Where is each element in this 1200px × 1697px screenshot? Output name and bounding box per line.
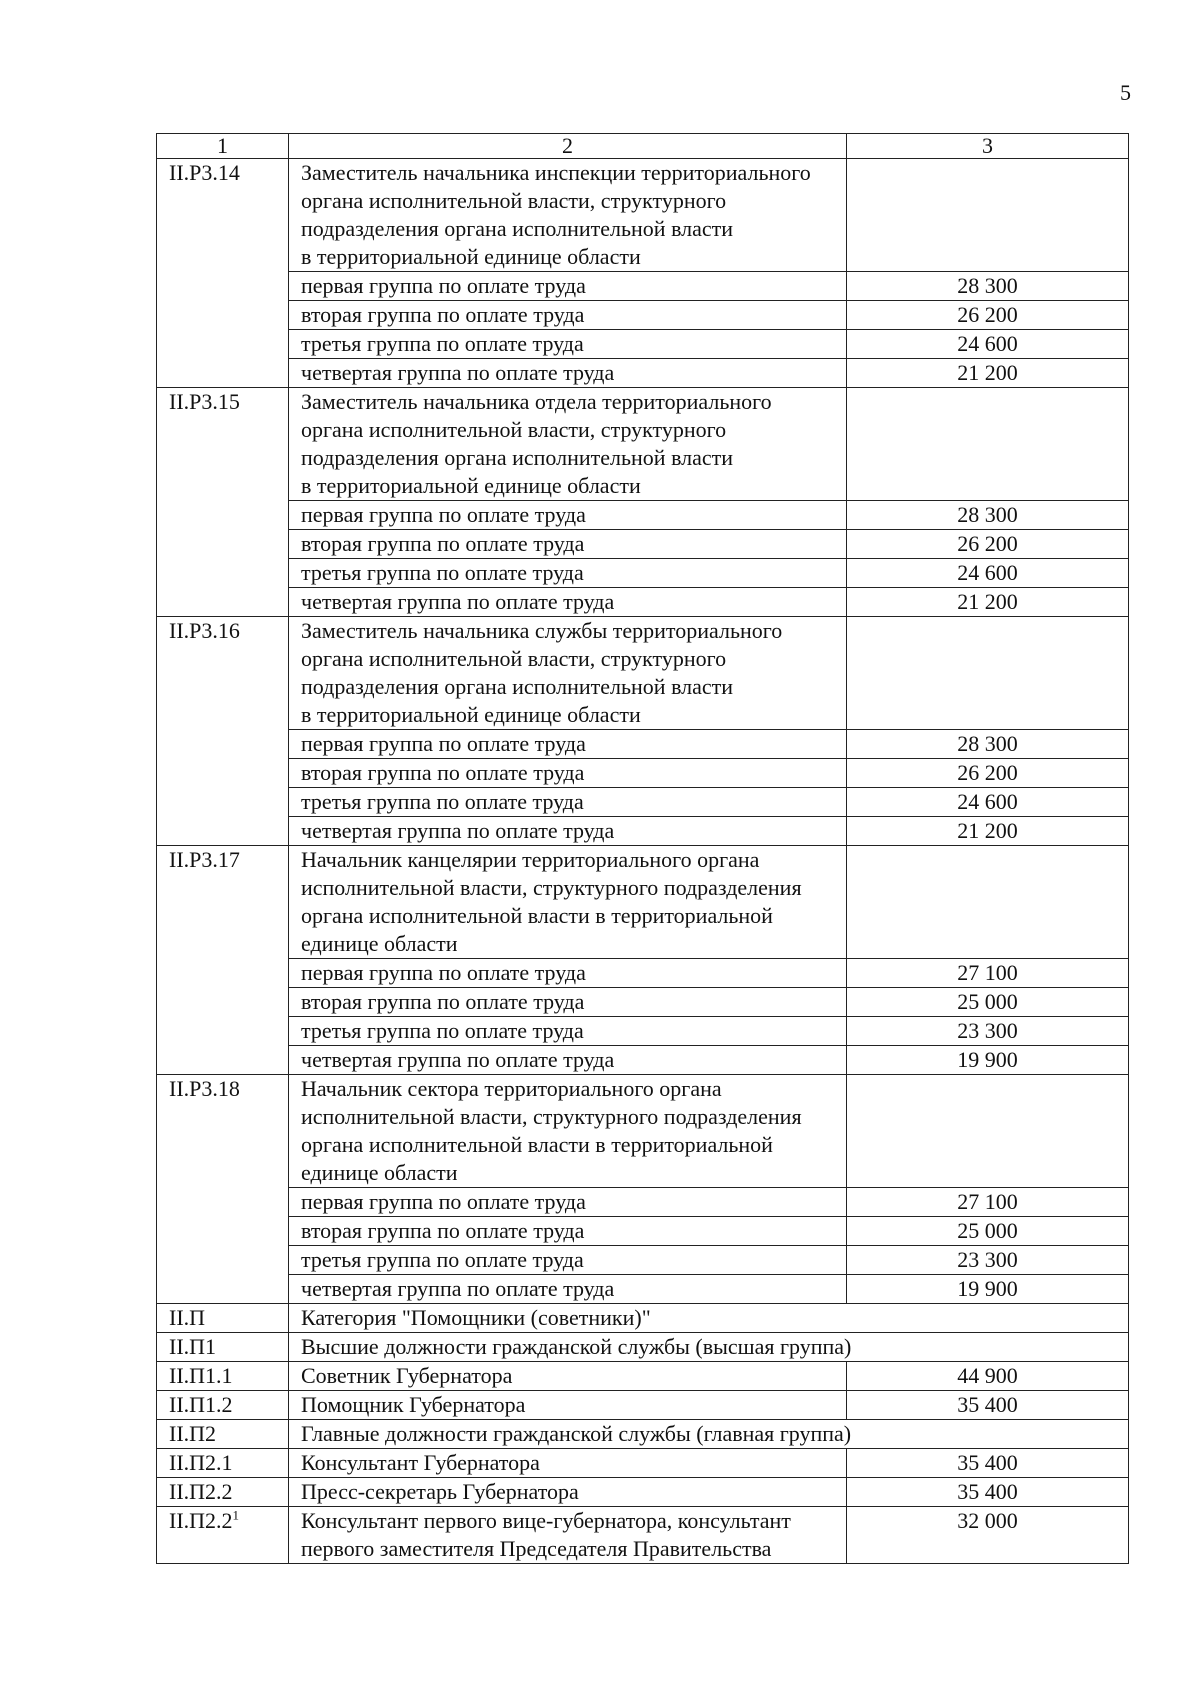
category-title: Высшие должности гражданской службы (высшая группа) [289,1333,1129,1362]
pay-group-label: третья группа по оплате труда [289,1246,847,1275]
pay-group-label: первая группа по оплате труда [289,1188,847,1217]
pay-group-label: четвертая группа по оплате труда [289,359,847,388]
pay-group-label: третья группа по оплате труда [289,1017,847,1046]
position-code: II.Р3.18 [157,1075,289,1304]
position-title-line: органа исполнительной власти, структурного [301,646,727,671]
pay-group-row [157,1275,1129,1304]
pay-group-row [157,501,1129,530]
salary-value: 27 100 [847,959,1129,988]
position-code: II.Р3.17 [157,846,289,1075]
position-group-row [157,617,1129,730]
pay-group-row [157,301,1129,330]
pay-group-label: вторая группа по оплате труда [289,988,847,1017]
pay-group-label: вторая группа по оплате труда [289,301,847,330]
pay-group-row [157,1046,1129,1075]
salary-value: 19 900 [847,1046,1129,1075]
position-group-row [157,1075,1129,1188]
category-row [157,1333,1129,1362]
salary-value: 19 900 [847,1275,1129,1304]
salary-value: 27 100 [847,1188,1129,1217]
position-code: II.П2 [157,1420,289,1449]
position-group-row [157,846,1129,959]
position-code: II.П1.2 [157,1391,289,1420]
position-code: II.П2.2 [157,1478,289,1507]
header-col-1: 1 [157,134,289,159]
pay-group-label: четвертая группа по оплате труда [289,1275,847,1304]
pay-group-row [157,1246,1129,1275]
salary-value: 24 600 [847,330,1129,359]
pay-group-label: третья группа по оплате труда [289,559,847,588]
position-row [157,1507,1129,1564]
position-title: Пресс-секретарь Губернатора [289,1478,847,1507]
salary-value: 28 300 [847,272,1129,301]
pay-group-label: вторая группа по оплате труда [289,530,847,559]
pay-group-label: третья группа по оплате труда [289,788,847,817]
position-title-line: единице области [301,931,458,956]
position-code-cell [157,1507,289,1564]
position-row [157,1478,1129,1507]
salary-value: 35 400 [847,1449,1129,1478]
position-title [289,617,847,730]
position-code: II.Р3.15 [157,388,289,617]
position-code: II.П [157,1304,289,1333]
position-title: Консультант Губернатора [289,1449,847,1478]
pay-group-label: четвертая группа по оплате труда [289,817,847,846]
position-title-line: в территориальной единице области [301,702,641,727]
salary-table [156,133,1129,1564]
salary-value: 21 200 [847,817,1129,846]
salary-value: 28 300 [847,501,1129,530]
pay-group-label: четвертая группа по оплате труда [289,1046,847,1075]
pay-group-label: четвертая группа по оплате труда [289,588,847,617]
position-title [289,1507,847,1564]
category-row [157,1304,1129,1333]
pay-group-row [157,1017,1129,1046]
position-row [157,1362,1129,1391]
pay-group-label: первая группа по оплате труда [289,501,847,530]
position-title-line: исполнительной власти, структурного подразделения [301,875,802,900]
position-title-line: Заместитель начальника отдела территориального [301,389,772,414]
position-title: Помощник Губернатора [289,1391,847,1420]
empty-value-cell [847,159,1129,272]
pay-group-row [157,730,1129,759]
salary-value: 21 200 [847,359,1129,388]
position-title-line: подразделения органа исполнительной власти [301,445,734,470]
position-title: Советник Губернатора [289,1362,847,1391]
position-title-line: органа исполнительной власти в территориальной [301,1132,773,1157]
salary-value: 23 300 [847,1246,1129,1275]
position-title-line: Консультант первого вице-губернатора, консультант [301,1508,791,1533]
empty-value-cell [847,388,1129,501]
position-title-line: Начальник канцелярии территориального органа [301,847,760,872]
position-group-row [157,388,1129,501]
position-code: II.П1.1 [157,1362,289,1391]
salary-value: 23 300 [847,1017,1129,1046]
pay-group-label: вторая группа по оплате труда [289,1217,847,1246]
header-row [157,134,1129,159]
pay-group-label: вторая группа по оплате труда [289,759,847,788]
salary-value: 26 200 [847,301,1129,330]
pay-group-row [157,330,1129,359]
category-row [157,1420,1129,1449]
category-title: Категория "Помощники (советники)" [289,1304,1129,1333]
pay-group-row [157,272,1129,301]
position-code: II.Р3.14 [157,159,289,388]
pay-group-row [157,559,1129,588]
salary-value: 32 000 [847,1507,1129,1564]
position-title-line: исполнительной власти, структурного подразделения [301,1104,802,1129]
header-col-3: 3 [847,134,1129,159]
position-title [289,159,847,272]
pay-group-row [157,1217,1129,1246]
pay-group-row [157,988,1129,1017]
position-title-line: Заместитель начальника инспекции территориального [301,160,811,185]
pay-group-row [157,588,1129,617]
position-title-line: органа исполнительной власти, структурного [301,417,727,442]
position-code: II.Р3.16 [157,617,289,846]
position-title-line: органа исполнительной власти в территориальной [301,903,773,928]
position-code: II.П2.1 [157,1449,289,1478]
position-title-line: первого заместителя Председателя Правительства [301,1536,772,1561]
pay-group-label: первая группа по оплате труда [289,730,847,759]
salary-value: 44 900 [847,1362,1129,1391]
position-title-line: в территориальной единице области [301,473,641,498]
position-title-line: единице области [301,1160,458,1185]
salary-value: 25 000 [847,1217,1129,1246]
position-row [157,1449,1129,1478]
pay-group-label: первая группа по оплате труда [289,272,847,301]
category-title: Главные должности гражданской службы (главная группа) [289,1420,1129,1449]
pay-group-row [157,817,1129,846]
pay-group-row [157,788,1129,817]
salary-value: 26 200 [847,530,1129,559]
position-title-line: Начальник сектора территориального органа [301,1076,722,1101]
pay-group-row [157,759,1129,788]
position-title [289,388,847,501]
position-code: II.П1 [157,1333,289,1362]
position-group-row [157,159,1129,272]
empty-value-cell [847,1075,1129,1188]
position-title-line: подразделения органа исполнительной власти [301,674,734,699]
salary-value: 21 200 [847,588,1129,617]
position-title-line: органа исполнительной власти, структурного [301,188,727,213]
salary-value: 35 400 [847,1391,1129,1420]
position-title [289,1075,847,1188]
position-title-line: Заместитель начальника службы территориального [301,618,783,643]
code-superscript: 1 [232,1507,240,1523]
position-title-line: подразделения органа исполнительной власти [301,216,734,241]
pay-group-row [157,359,1129,388]
position-title-line: в территориальной единице области [301,244,641,269]
salary-value: 24 600 [847,559,1129,588]
salary-value: 28 300 [847,730,1129,759]
position-title [289,846,847,959]
pay-group-label: первая группа по оплате труда [289,959,847,988]
empty-value-cell [847,617,1129,730]
position-code: II.П2.2 [169,1508,233,1533]
pay-group-label: третья группа по оплате труда [289,330,847,359]
salary-value: 35 400 [847,1478,1129,1507]
pay-group-row [157,959,1129,988]
salary-value: 26 200 [847,759,1129,788]
salary-value: 25 000 [847,988,1129,1017]
pay-group-row [157,530,1129,559]
empty-value-cell [847,846,1129,959]
position-row [157,1391,1129,1420]
header-col-2: 2 [289,134,847,159]
page-number: 5 [1120,80,1131,105]
pay-group-row [157,1188,1129,1217]
salary-value: 24 600 [847,788,1129,817]
